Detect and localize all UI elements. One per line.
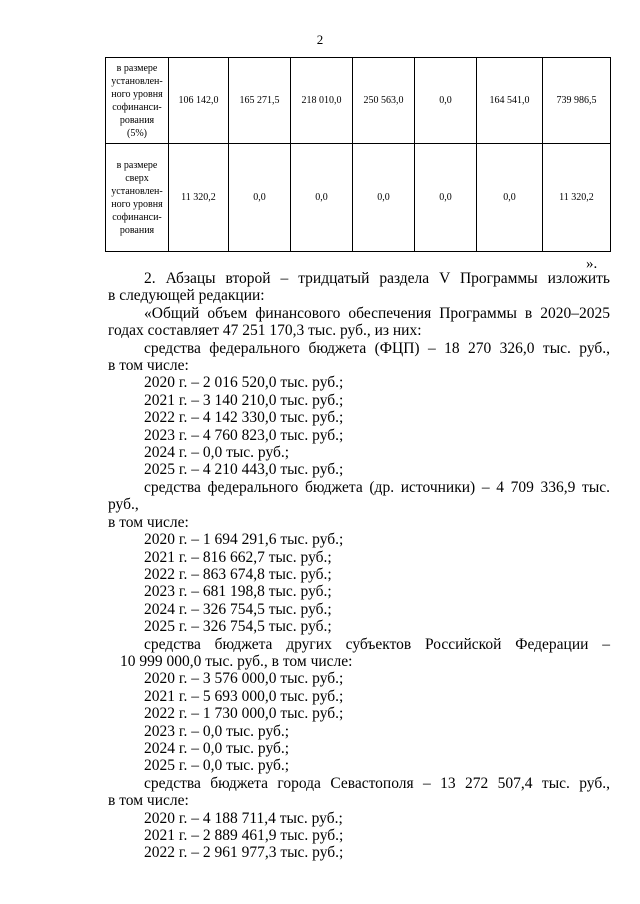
paragraph-line: в том числе: bbox=[108, 357, 189, 375]
row-label: в размере сверх установлен- ного уровня софинанси- рования bbox=[106, 144, 169, 252]
list-item: 2022 г. – 2 961 977,3 тыс. руб.; bbox=[144, 844, 344, 862]
list-item: 2020 г. – 1 694 291,6 тыс. руб.; bbox=[144, 531, 344, 549]
list-item: 2025 г. – 0,0 тыс. руб.; bbox=[144, 757, 290, 775]
paragraph-line: 10 999 000,0 тыс. руб., в том числе: bbox=[120, 652, 353, 670]
list-item: 2025 г. – 326 754,5 тыс. руб.; bbox=[144, 618, 332, 636]
list-item: 2022 г. – 863 674,8 тыс. руб.; bbox=[144, 565, 332, 583]
list-item: 2021 г. – 5 693 000,0 тыс. руб.; bbox=[144, 687, 344, 705]
list-item: 2024 г. – 326 754,5 тыс. руб.; bbox=[144, 600, 332, 618]
financing-table bbox=[105, 57, 611, 252]
table-cell: 11 320,2 bbox=[543, 144, 611, 252]
table-cell: 0,0 bbox=[477, 144, 543, 252]
table-cell: 11 320,2 bbox=[169, 144, 229, 252]
table-row bbox=[106, 58, 611, 144]
paragraph-line: «Общий объем финансового обеспечения Программы в 2020–2025 bbox=[144, 304, 610, 322]
table-cell: 0,0 bbox=[415, 58, 477, 144]
paragraph-line: средства бюджета города Севастополя – 13 272 507,4 тыс. руб., bbox=[144, 774, 610, 792]
closing-quote: ». bbox=[586, 256, 598, 272]
paragraph-line: средства бюджета других субъектов Российской Федерации – bbox=[144, 635, 610, 653]
list-item: 2023 г. – 0,0 тыс. руб.; bbox=[144, 722, 290, 740]
list-item: 2024 г. – 0,0 тыс. руб.; bbox=[144, 444, 290, 462]
paragraph-line: средства федерального бюджета (ФЦП) – 18 270 326,0 тыс. руб., bbox=[144, 339, 610, 357]
table-cell: 0,0 bbox=[353, 144, 415, 252]
table-cell: 250 563,0 bbox=[353, 58, 415, 144]
table-cell: 0,0 bbox=[415, 144, 477, 252]
list-item: 2025 г. – 4 210 443,0 тыс. руб.; bbox=[144, 461, 344, 479]
table-cell: 739 986,5 bbox=[543, 58, 611, 144]
document-body bbox=[108, 270, 610, 862]
list-item: 2020 г. – 2 016 520,0 тыс. руб.; bbox=[144, 374, 344, 392]
paragraph-line: средства федерального бюджета (др. источники) – 4 709 336,9 тыс. руб., bbox=[108, 478, 610, 514]
list-item: 2022 г. – 4 142 330,0 тыс. руб.; bbox=[144, 409, 344, 427]
list-item: 2020 г. – 3 576 000,0 тыс. руб.; bbox=[144, 670, 344, 688]
page-number: 2 bbox=[316, 32, 324, 47]
list-item: 2021 г. – 3 140 210,0 тыс. руб.; bbox=[144, 391, 344, 409]
list-item: 2020 г. – 4 188 711,4 тыс. руб.; bbox=[144, 809, 343, 827]
paragraph-line: 2. Абзацы второй – тридцатый раздела V Программы изложить bbox=[144, 270, 610, 287]
row-label: в размере установлен- ного уровня софинанси- рования (5%) bbox=[106, 58, 169, 144]
list-item: 2022 г. – 1 730 000,0 тыс. руб.; bbox=[144, 705, 344, 723]
list-item: 2021 г. – 816 662,7 тыс. руб.; bbox=[144, 548, 332, 566]
table-cell: 0,0 bbox=[229, 144, 291, 252]
list-item: 2023 г. – 681 198,8 тыс. руб.; bbox=[144, 583, 332, 601]
list-item: 2024 г. – 0,0 тыс. руб.; bbox=[144, 739, 290, 757]
paragraph-line: годах составляет 47 251 170,3 тыс. руб., из них: bbox=[108, 322, 422, 340]
table-row bbox=[106, 144, 611, 252]
table-cell: 218 010,0 bbox=[291, 58, 353, 144]
list-item: 2023 г. – 4 760 823,0 тыс. руб.; bbox=[144, 426, 344, 444]
list-item: 2021 г. – 2 889 461,9 тыс. руб.; bbox=[144, 827, 344, 844]
table-cell: 0,0 bbox=[291, 144, 353, 252]
paragraph-line: в том числе: bbox=[108, 792, 189, 810]
table-cell: 106 142,0 bbox=[169, 58, 229, 144]
paragraph-line: в следующей редакции: bbox=[108, 287, 265, 305]
paragraph-line: в том числе: bbox=[108, 513, 189, 531]
table-cell: 164 541,0 bbox=[477, 58, 543, 144]
table-cell: 165 271,5 bbox=[229, 58, 291, 144]
